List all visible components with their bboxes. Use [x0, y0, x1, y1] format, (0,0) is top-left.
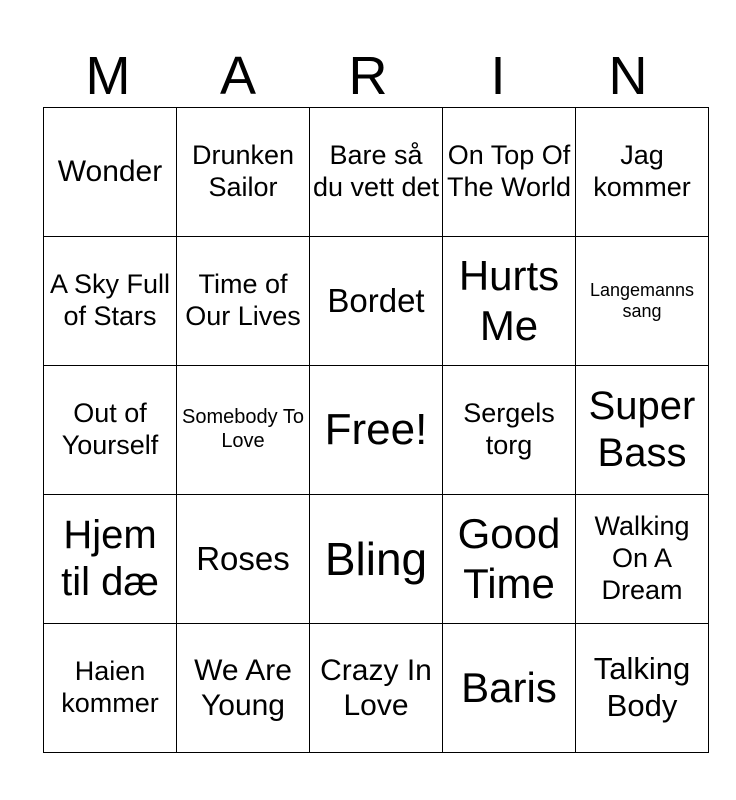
bingo-cell[interactable]: Wonder [44, 108, 177, 237]
bingo-board [43, 107, 709, 753]
bingo-cell[interactable]: Sergels torg [443, 366, 576, 495]
board-row [44, 495, 709, 624]
bingo-cell[interactable]: Jag kommer [576, 108, 709, 237]
bingo-cell[interactable]: Good Time [443, 495, 576, 624]
bingo-cell[interactable]: Hurts Me [443, 237, 576, 366]
bingo-cell[interactable]: Crazy In Love [310, 624, 443, 753]
bingo-cell[interactable]: Roses [177, 495, 310, 624]
bingo-header [43, 44, 693, 108]
board-row [44, 108, 709, 237]
bingo-cell[interactable]: Bordet [310, 237, 443, 366]
bingo-cell[interactable]: Baris [443, 624, 576, 753]
bingo-cell[interactable]: Hjem til dæ [44, 495, 177, 624]
bingo-cell[interactable]: Drunken Sailor [177, 108, 310, 237]
header-letter-i: I [490, 46, 506, 106]
free-space-cell[interactable]: Free! [310, 366, 443, 495]
board-row [44, 624, 709, 753]
bingo-cell[interactable]: Bling [310, 495, 443, 624]
bingo-cell[interactable]: Talking Body [576, 624, 709, 753]
bingo-cell[interactable]: Somebody To Love [177, 366, 310, 495]
bingo-cell[interactable]: Time of Our Lives [177, 237, 310, 366]
bingo-cell[interactable]: Walking On A Dream [576, 495, 709, 624]
bingo-cell[interactable]: On Top Of The World [443, 108, 576, 237]
header-letter-r: R [348, 46, 388, 106]
header-letter-a: A [219, 46, 257, 106]
bingo-cell[interactable]: Super Bass [576, 366, 709, 495]
bingo-cell[interactable]: We Are Young [177, 624, 310, 753]
bingo-cell[interactable]: Out of Yourself [44, 366, 177, 495]
bingo-cell[interactable]: Bare så du vett det [310, 108, 443, 237]
bingo-cell[interactable]: Haien kommer [44, 624, 177, 753]
header-letter-m: M [85, 46, 131, 106]
bingo-cell[interactable]: A Sky Full of Stars [44, 237, 177, 366]
header-letter-n: N [608, 46, 648, 106]
bingo-cell[interactable]: Langemanns sang [576, 237, 709, 366]
board-row [44, 366, 709, 495]
board-row [44, 237, 709, 366]
